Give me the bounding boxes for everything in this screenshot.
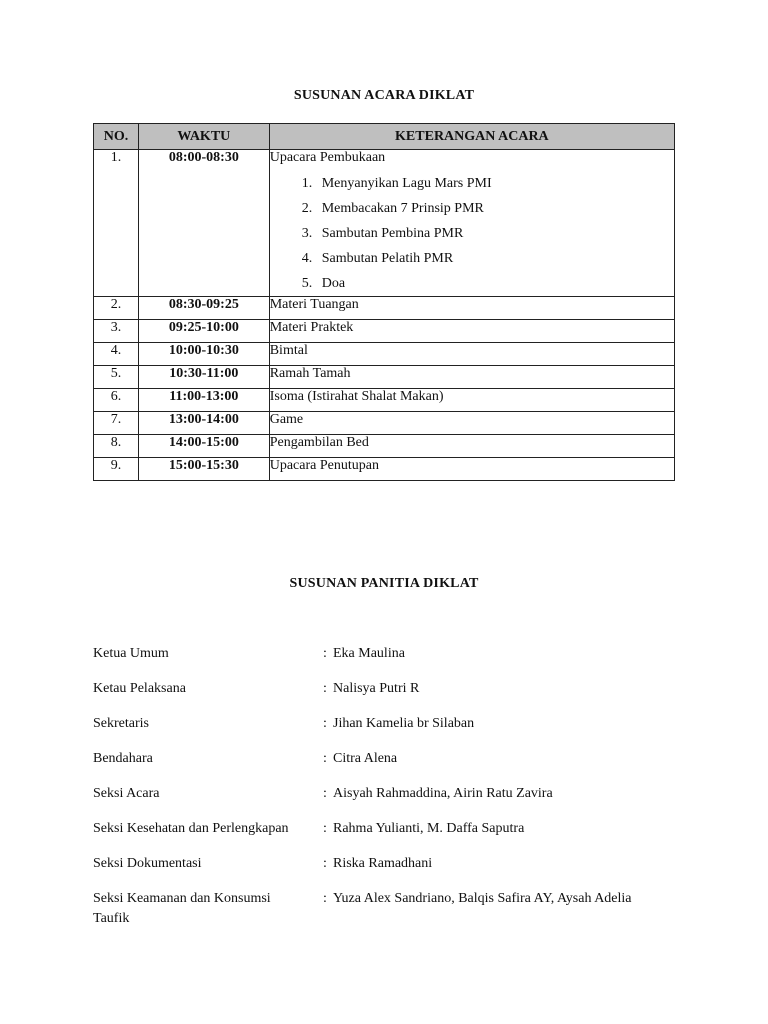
row-time: 15:00-15:30 bbox=[138, 458, 269, 481]
sub-agenda-item: 4. Sambutan Pelatih PMR bbox=[316, 246, 674, 271]
row-time: 10:00-10:30 bbox=[138, 343, 269, 366]
row-desc: Isoma (Istirahat Shalat Makan) bbox=[269, 389, 674, 412]
table-row bbox=[94, 320, 675, 343]
committee-row bbox=[93, 679, 683, 714]
colon-separator: : bbox=[323, 681, 327, 696]
table-row bbox=[94, 435, 675, 458]
table-row bbox=[94, 343, 675, 366]
committee-row bbox=[93, 714, 683, 749]
committee-row bbox=[93, 854, 683, 889]
committee-name-continued: Taufik bbox=[93, 911, 130, 926]
colon-separator: : bbox=[323, 716, 327, 731]
committee-row bbox=[93, 819, 683, 854]
row-desc-cell bbox=[269, 150, 674, 297]
committee-role: Sekretaris bbox=[93, 716, 149, 731]
row-desc: Bimtal bbox=[269, 343, 674, 366]
row-desc: Upacara Pembukaan bbox=[269, 150, 386, 165]
row-no: 5. bbox=[94, 366, 139, 389]
committee-name: Riska Ramadhani bbox=[333, 856, 433, 871]
sub-agenda-item: 5. Doa bbox=[316, 271, 674, 296]
committee-role: Ketua Umum bbox=[93, 646, 169, 661]
row-desc: Materi Praktek bbox=[269, 320, 674, 343]
colon-separator: : bbox=[323, 891, 327, 906]
committee-name: Aisyah Rahmaddina, Airin Ratu Zavira bbox=[333, 786, 553, 801]
committee-role: Seksi Dokumentasi bbox=[93, 856, 202, 871]
schedule-table bbox=[93, 123, 675, 481]
row-no: 9. bbox=[94, 458, 139, 481]
row-time: 09:25-10:00 bbox=[138, 320, 269, 343]
committee-role: Bendahara bbox=[93, 751, 153, 766]
committee-role: Seksi Kesehatan dan Perlengkapan bbox=[93, 821, 289, 836]
committee-row bbox=[93, 889, 683, 909]
sub-agenda-item: 2. Membacakan 7 Prinsip PMR bbox=[316, 196, 674, 221]
row-desc: Materi Tuangan bbox=[269, 297, 674, 320]
row-time: 10:30-11:00 bbox=[138, 366, 269, 389]
sub-agenda-list bbox=[270, 171, 674, 296]
row-no: 4. bbox=[94, 343, 139, 366]
header-waktu: WAKTU bbox=[138, 124, 269, 150]
header-no: NO. bbox=[94, 124, 139, 150]
committee-list bbox=[93, 644, 683, 931]
schedule-title: SUSUNAN ACARA DIKLAT bbox=[293, 88, 475, 103]
row-no: 1. bbox=[94, 150, 139, 297]
committee-name: Nalisya Putri R bbox=[333, 681, 420, 696]
row-no: 8. bbox=[94, 435, 139, 458]
row-no: 2. bbox=[94, 297, 139, 320]
table-row bbox=[94, 366, 675, 389]
row-desc: Pengambilan Bed bbox=[269, 435, 674, 458]
committee-row bbox=[93, 644, 683, 679]
sub-agenda-item: 1. Menyanyikan Lagu Mars PMI bbox=[316, 171, 674, 196]
row-time: 13:00-14:00 bbox=[138, 412, 269, 435]
committee-title: SUSUNAN PANITIA DIKLAT bbox=[289, 576, 479, 591]
committee-name: Eka Maulina bbox=[333, 646, 405, 661]
table-row bbox=[94, 150, 675, 297]
colon-separator: : bbox=[323, 856, 327, 871]
colon-separator: : bbox=[323, 751, 327, 766]
row-desc: Upacara Penutupan bbox=[269, 458, 674, 481]
row-no: 3. bbox=[94, 320, 139, 343]
row-desc: Ramah Tamah bbox=[269, 366, 674, 389]
row-time: 08:30-09:25 bbox=[138, 297, 269, 320]
table-row bbox=[94, 412, 675, 435]
committee-row bbox=[93, 749, 683, 784]
row-time: 08:00-08:30 bbox=[138, 150, 269, 297]
committee-name: Yuza Alex Sandriano, Balqis Safira AY, Aysah Adelia bbox=[333, 891, 632, 906]
committee-name: Rahma Yulianti, M. Daffa Saputra bbox=[333, 821, 525, 836]
committee-role: Seksi Acara bbox=[93, 786, 160, 801]
sub-agenda-item: 3. Sambutan Pembina PMR bbox=[316, 221, 674, 246]
committee-role: Ketau Pelaksana bbox=[93, 681, 186, 696]
row-no: 7. bbox=[94, 412, 139, 435]
row-time: 11:00-13:00 bbox=[138, 389, 269, 412]
committee-row bbox=[93, 784, 683, 819]
committee-name: Citra Alena bbox=[333, 751, 398, 766]
table-row bbox=[94, 389, 675, 412]
colon-separator: : bbox=[323, 786, 327, 801]
colon-separator: : bbox=[323, 646, 327, 661]
colon-separator: : bbox=[323, 821, 327, 836]
table-header-row bbox=[94, 124, 675, 150]
row-desc: Game bbox=[269, 412, 674, 435]
row-no: 6. bbox=[94, 389, 139, 412]
committee-role: Seksi Keamanan dan Konsumsi bbox=[93, 891, 271, 906]
row-time: 14:00-15:00 bbox=[138, 435, 269, 458]
table-row bbox=[94, 297, 675, 320]
table-row bbox=[94, 458, 675, 481]
committee-name: Jihan Kamelia br Silaban bbox=[333, 716, 475, 731]
header-keterangan: KETERANGAN ACARA bbox=[269, 124, 674, 150]
